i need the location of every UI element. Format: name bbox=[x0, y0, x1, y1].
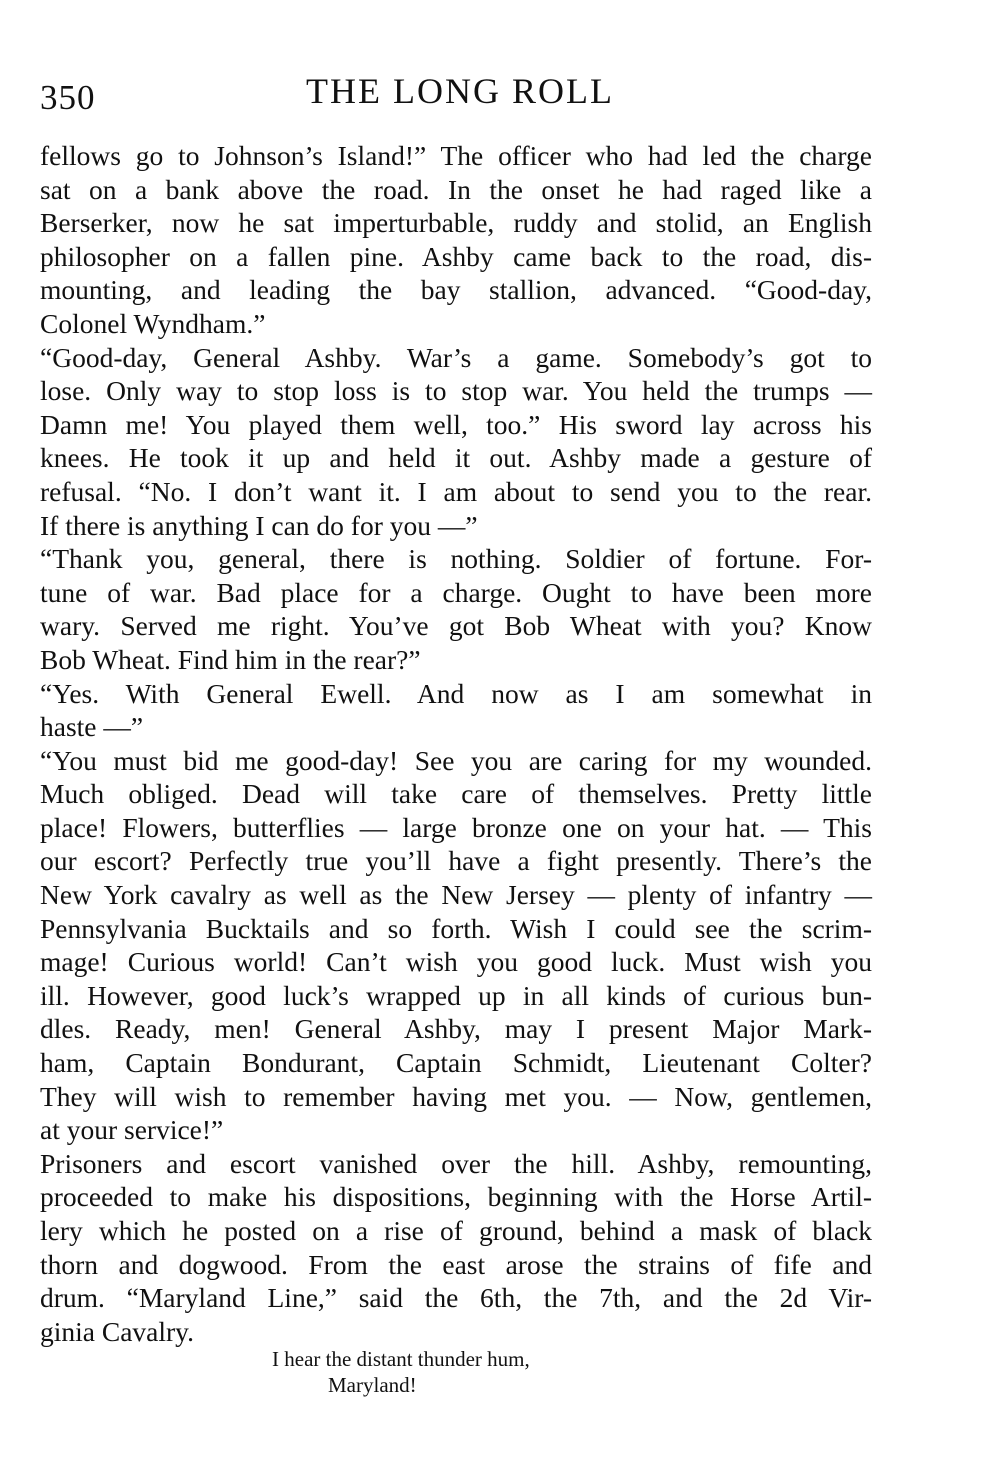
text-line: sat on a bank above the road. In the onset he had raged like a bbox=[40, 173, 872, 205]
text-line: mounting, and leading the bay stallion, advanced. “Good-day, bbox=[40, 274, 872, 306]
text-line: proceeded to make his dispositions, beginning with the Horse Artil- bbox=[40, 1181, 872, 1213]
verse-quote bbox=[272, 1346, 530, 1398]
text-line: philosopher on a fallen pine. Ashby came back to the road, dis- bbox=[40, 240, 872, 272]
text-line: refusal. “No. I don’t want it. I am about to send you to the rear. bbox=[40, 475, 872, 507]
text-line: tune of war. Bad place for a charge. Ought to have been more bbox=[40, 576, 872, 608]
paragraph bbox=[40, 341, 872, 543]
text-line: at your service!” bbox=[40, 1114, 224, 1146]
text-line: Berserker, now he sat imperturbable, ruddy and stolid, an English bbox=[40, 207, 872, 239]
text-line: “Thank you, general, there is nothing. Soldier of fortune. For- bbox=[40, 543, 872, 575]
text-line: dles. Ready, men! General Ashby, may I present Major Mark- bbox=[40, 1013, 872, 1045]
text-line: “Good-day, General Ashby. War’s a game. Somebody’s got to bbox=[40, 341, 872, 373]
text-line: place! Flowers, butterflies — large bronze one on your hat. — This bbox=[40, 811, 872, 843]
text-line: Prisoners and escort vanished over the hill. Ashby, remounting, bbox=[40, 1147, 872, 1179]
text-line: Colonel Wyndham.” bbox=[40, 307, 266, 339]
text-line: Bob Wheat. Find him in the rear?” bbox=[40, 643, 421, 675]
text-line: ham, Captain Bondurant, Captain Schmidt, Lieutenant Colter? bbox=[40, 1047, 872, 1079]
verse-line: I hear the distant thunder hum, bbox=[272, 1347, 530, 1371]
paragraph bbox=[40, 139, 872, 341]
text-line: Pennsylvania Bucktails and so forth. Wish I could see the scrim- bbox=[40, 912, 872, 944]
text-line: “Yes. With General Ewell. And now as I am somewhat in bbox=[40, 677, 872, 709]
paragraph bbox=[40, 744, 872, 1147]
running-title: THE LONG ROLL bbox=[306, 71, 614, 111]
text-line: lose. Only way to stop loss is to stop war. You held the trumps — bbox=[40, 375, 872, 407]
text-line: They will wish to remember having met you. — Now, gentlemen, bbox=[40, 1080, 872, 1112]
page-number: 350 bbox=[40, 78, 96, 117]
text-line: If there is anything I can do for you —” bbox=[40, 509, 478, 541]
text-line: New York cavalry as well as the New Jersey — plenty of infantry — bbox=[40, 879, 872, 911]
text-line: our escort? Perfectly true you’ll have a fight presently. There’s the bbox=[40, 845, 872, 877]
text-line: Damn me! You played them well, too.” His sword lay across his bbox=[40, 408, 872, 440]
body-text bbox=[40, 139, 872, 1348]
paragraph bbox=[40, 677, 872, 744]
text-line: lery which he posted on a rise of ground, behind a mask of black bbox=[40, 1215, 872, 1246]
text-line: Much obliged. Dead will take care of themselves. Pretty little bbox=[40, 778, 872, 810]
text-line: thorn and dogwood. From the east arose the strains of fife and bbox=[40, 1248, 872, 1280]
text-line: haste —” bbox=[40, 711, 144, 743]
text-line: knees. He took it up and held it out. Ashby made a gesture of bbox=[40, 442, 872, 474]
text-line: fellows go to Johnson’s Island!” The officer who had led the charge bbox=[40, 140, 872, 171]
text-line: drum. “Maryland Line,” said the 6th, the 7th, and the 2d Vir- bbox=[40, 1282, 872, 1314]
text-line: mage! Curious world! Can’t wish you good luck. Must wish you bbox=[40, 946, 872, 978]
verse-line: Maryland! bbox=[328, 1373, 417, 1397]
text-line: “You must bid me good-day! See you are caring for my wounded. bbox=[40, 744, 872, 776]
page-header bbox=[40, 70, 880, 120]
text-line: ginia Cavalry. bbox=[40, 1315, 195, 1347]
text-line: wary. Served me right. You’ve got Bob Wheat with you? Know bbox=[40, 610, 872, 642]
paragraph bbox=[40, 1147, 872, 1349]
text-line: ill. However, good luck’s wrapped up in all kinds of curious bun- bbox=[40, 979, 872, 1011]
paragraph bbox=[40, 542, 872, 676]
